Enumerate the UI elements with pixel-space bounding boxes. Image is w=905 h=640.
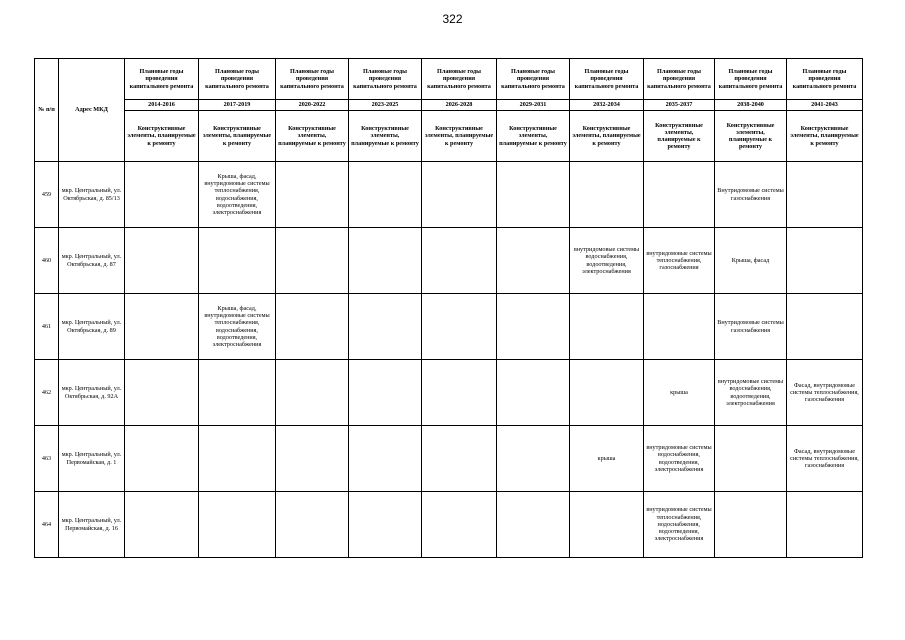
repair-elements-cell: [422, 228, 497, 294]
period-elements-header: Конструктивные элементы, планируемые к ремонту: [125, 111, 199, 162]
row-number: 461: [35, 294, 59, 360]
repair-elements-cell: [570, 492, 644, 558]
repair-elements-cell: [570, 360, 644, 426]
repair-elements-cell: Крыша, фасад, внутридомовые системы теплоснабжения, водоснабжения, водоотведения, электроснабжения: [199, 162, 276, 228]
repair-elements-cell: [276, 360, 349, 426]
repair-elements-cell: [199, 360, 276, 426]
period-title-header: Плановые годы проведения капитального ремонта: [715, 59, 787, 100]
repair-elements-cell: [349, 426, 422, 492]
period-years-header: 2041-2043: [787, 100, 863, 111]
row-number: 463: [35, 426, 59, 492]
repair-elements-cell: [787, 162, 863, 228]
repair-elements-cell: [125, 492, 199, 558]
repair-elements-cell: внутридомовые системы водоснабжения, водоотведения, электроснабжения: [570, 228, 644, 294]
row-number: 464: [35, 492, 59, 558]
period-title-header: Плановые годы проведения капитального ремонта: [644, 59, 715, 100]
repair-elements-cell: [644, 294, 715, 360]
period-years-header: 2020-2022: [276, 100, 349, 111]
repair-elements-cell: [349, 492, 422, 558]
repair-elements-cell: [497, 294, 570, 360]
repair-elements-cell: внутридомовые системы водоснабжения, водоотведения, электроснабжения: [644, 426, 715, 492]
row-number: 462: [35, 360, 59, 426]
repair-elements-cell: [199, 492, 276, 558]
repair-elements-cell: [497, 228, 570, 294]
repair-elements-cell: [422, 492, 497, 558]
table-row: [35, 492, 863, 558]
row-address: мкр. Центральный, ул. Октябрьская, д. 87: [59, 228, 125, 294]
repair-elements-cell: Внутридомовые системы газоснабжения: [715, 162, 787, 228]
repair-elements-cell: крыша: [570, 426, 644, 492]
repair-elements-cell: [276, 228, 349, 294]
period-years-header: 2032-2034: [570, 100, 644, 111]
repair-elements-cell: [570, 294, 644, 360]
table-body: [35, 162, 863, 558]
repair-elements-cell: крыша: [644, 360, 715, 426]
repair-elements-cell: Фасад, внутридомовые системы теплоснабжения, газоснабжения: [787, 426, 863, 492]
period-title-header: Плановые годы проведения капитального ремонта: [570, 59, 644, 100]
repair-elements-cell: [349, 294, 422, 360]
repair-elements-cell: [422, 426, 497, 492]
page-number: 322: [442, 12, 463, 26]
repair-elements-cell: внутридомовые системы теплоснабжения, водоснабжения, водоотведения, электроснабжения: [644, 492, 715, 558]
row-address: мкр. Центральный, ул. Октябрьская, д. 92А: [59, 360, 125, 426]
period-title-header: Плановые годы проведения капитального ремонта: [199, 59, 276, 100]
table-row: [35, 162, 863, 228]
table-row: [35, 360, 863, 426]
repair-elements-cell: внутридомовые системы водоснабжения, водоотведения, электроснабжения: [715, 360, 787, 426]
period-years-header: 2023-2025: [349, 100, 422, 111]
period-elements-header: Конструктивные элементы, планируемые к ремонту: [644, 111, 715, 162]
period-title-header: Плановые годы проведения капитального ремонта: [422, 59, 497, 100]
repair-elements-cell: [125, 162, 199, 228]
period-title-header: Плановые годы проведения капитального ремонта: [276, 59, 349, 100]
table-row: [35, 426, 863, 492]
repair-elements-cell: [125, 360, 199, 426]
repair-elements-cell: [349, 360, 422, 426]
repair-elements-cell: Крыша, фасад, внутридомовые системы теплоснабжения, водоснабжения, водоотведения, электроснабжения: [199, 294, 276, 360]
repair-elements-cell: [422, 360, 497, 426]
repair-elements-cell: [715, 492, 787, 558]
repair-elements-cell: [787, 492, 863, 558]
repair-elements-cell: [422, 162, 497, 228]
period-years-header: 2035-2037: [644, 100, 715, 111]
repair-elements-cell: [199, 426, 276, 492]
row-address: мкр. Центральный, ул. Первомайская, д. 1: [59, 426, 125, 492]
period-title-header: Плановые годы проведения капитального ремонта: [349, 59, 422, 100]
period-elements-header: Конструктивные элементы, планируемые к ремонту: [570, 111, 644, 162]
repair-elements-cell: Внутридомовые системы газоснабжения: [715, 294, 787, 360]
table-header: [35, 59, 863, 162]
repair-elements-cell: [276, 492, 349, 558]
row-number: 460: [35, 228, 59, 294]
period-elements-header: Конструктивные элементы, планируемые к ремонту: [199, 111, 276, 162]
repair-elements-cell: [125, 294, 199, 360]
repair-elements-cell: [125, 426, 199, 492]
repair-elements-cell: [715, 426, 787, 492]
period-elements-header: Конструктивные элементы, планируемые к ремонту: [497, 111, 570, 162]
repair-elements-cell: [497, 360, 570, 426]
table-row: [35, 228, 863, 294]
period-years-header: 2029-2031: [497, 100, 570, 111]
period-title-header: Плановые годы проведения капитального ремонта: [497, 59, 570, 100]
period-elements-header: Конструктивные элементы, планируемые к ремонту: [422, 111, 497, 162]
period-years-header: 2038-2040: [715, 100, 787, 111]
row-address: мкр. Центральный, ул. Первомайская, д. 16: [59, 492, 125, 558]
capital-repair-table: [34, 58, 863, 558]
repair-elements-cell: [125, 228, 199, 294]
period-title-header: Плановые годы проведения капитального ремонта: [787, 59, 863, 100]
period-elements-header: Конструктивные элементы, планируемые к ремонту: [787, 111, 863, 162]
repair-elements-cell: [497, 162, 570, 228]
row-address: мкр. Центральный, ул. Октябрьская, д. 85/13: [59, 162, 125, 228]
repair-elements-cell: [644, 162, 715, 228]
repair-elements-cell: [497, 426, 570, 492]
table-row: [35, 294, 863, 360]
period-elements-header: Конструктивные элементы, планируемые к ремонту: [715, 111, 787, 162]
num-column-header: № п/п: [35, 59, 59, 162]
repair-elements-cell: [422, 294, 497, 360]
repair-elements-cell: Фасад, внутридомовые системы теплоснабжения, газоснабжения: [787, 360, 863, 426]
address-column-header: Адрес МКД: [59, 59, 125, 162]
repair-elements-cell: [497, 492, 570, 558]
repair-elements-cell: [276, 294, 349, 360]
period-elements-header: Конструктивные элементы, планируемые к ремонту: [349, 111, 422, 162]
repair-elements-cell: [349, 162, 422, 228]
repair-elements-cell: [787, 228, 863, 294]
row-address: мкр. Центральный, ул. Октябрьская, д. 89: [59, 294, 125, 360]
period-years-header: 2026-2028: [422, 100, 497, 111]
repair-elements-cell: [276, 426, 349, 492]
period-years-header: 2014-2016: [125, 100, 199, 111]
repair-elements-cell: внутридомовые системы теплоснабжения, газоснабжения: [644, 228, 715, 294]
repair-elements-cell: [199, 228, 276, 294]
period-elements-header: Конструктивные элементы, планируемые к ремонту: [276, 111, 349, 162]
repair-elements-cell: Крыша, фасад: [715, 228, 787, 294]
row-number: 459: [35, 162, 59, 228]
repair-elements-cell: [349, 228, 422, 294]
repair-elements-cell: [570, 162, 644, 228]
period-title-header: Плановые годы проведения капитального ремонта: [125, 59, 199, 100]
period-years-header: 2017-2019: [199, 100, 276, 111]
repair-elements-cell: [787, 294, 863, 360]
repair-elements-cell: [276, 162, 349, 228]
